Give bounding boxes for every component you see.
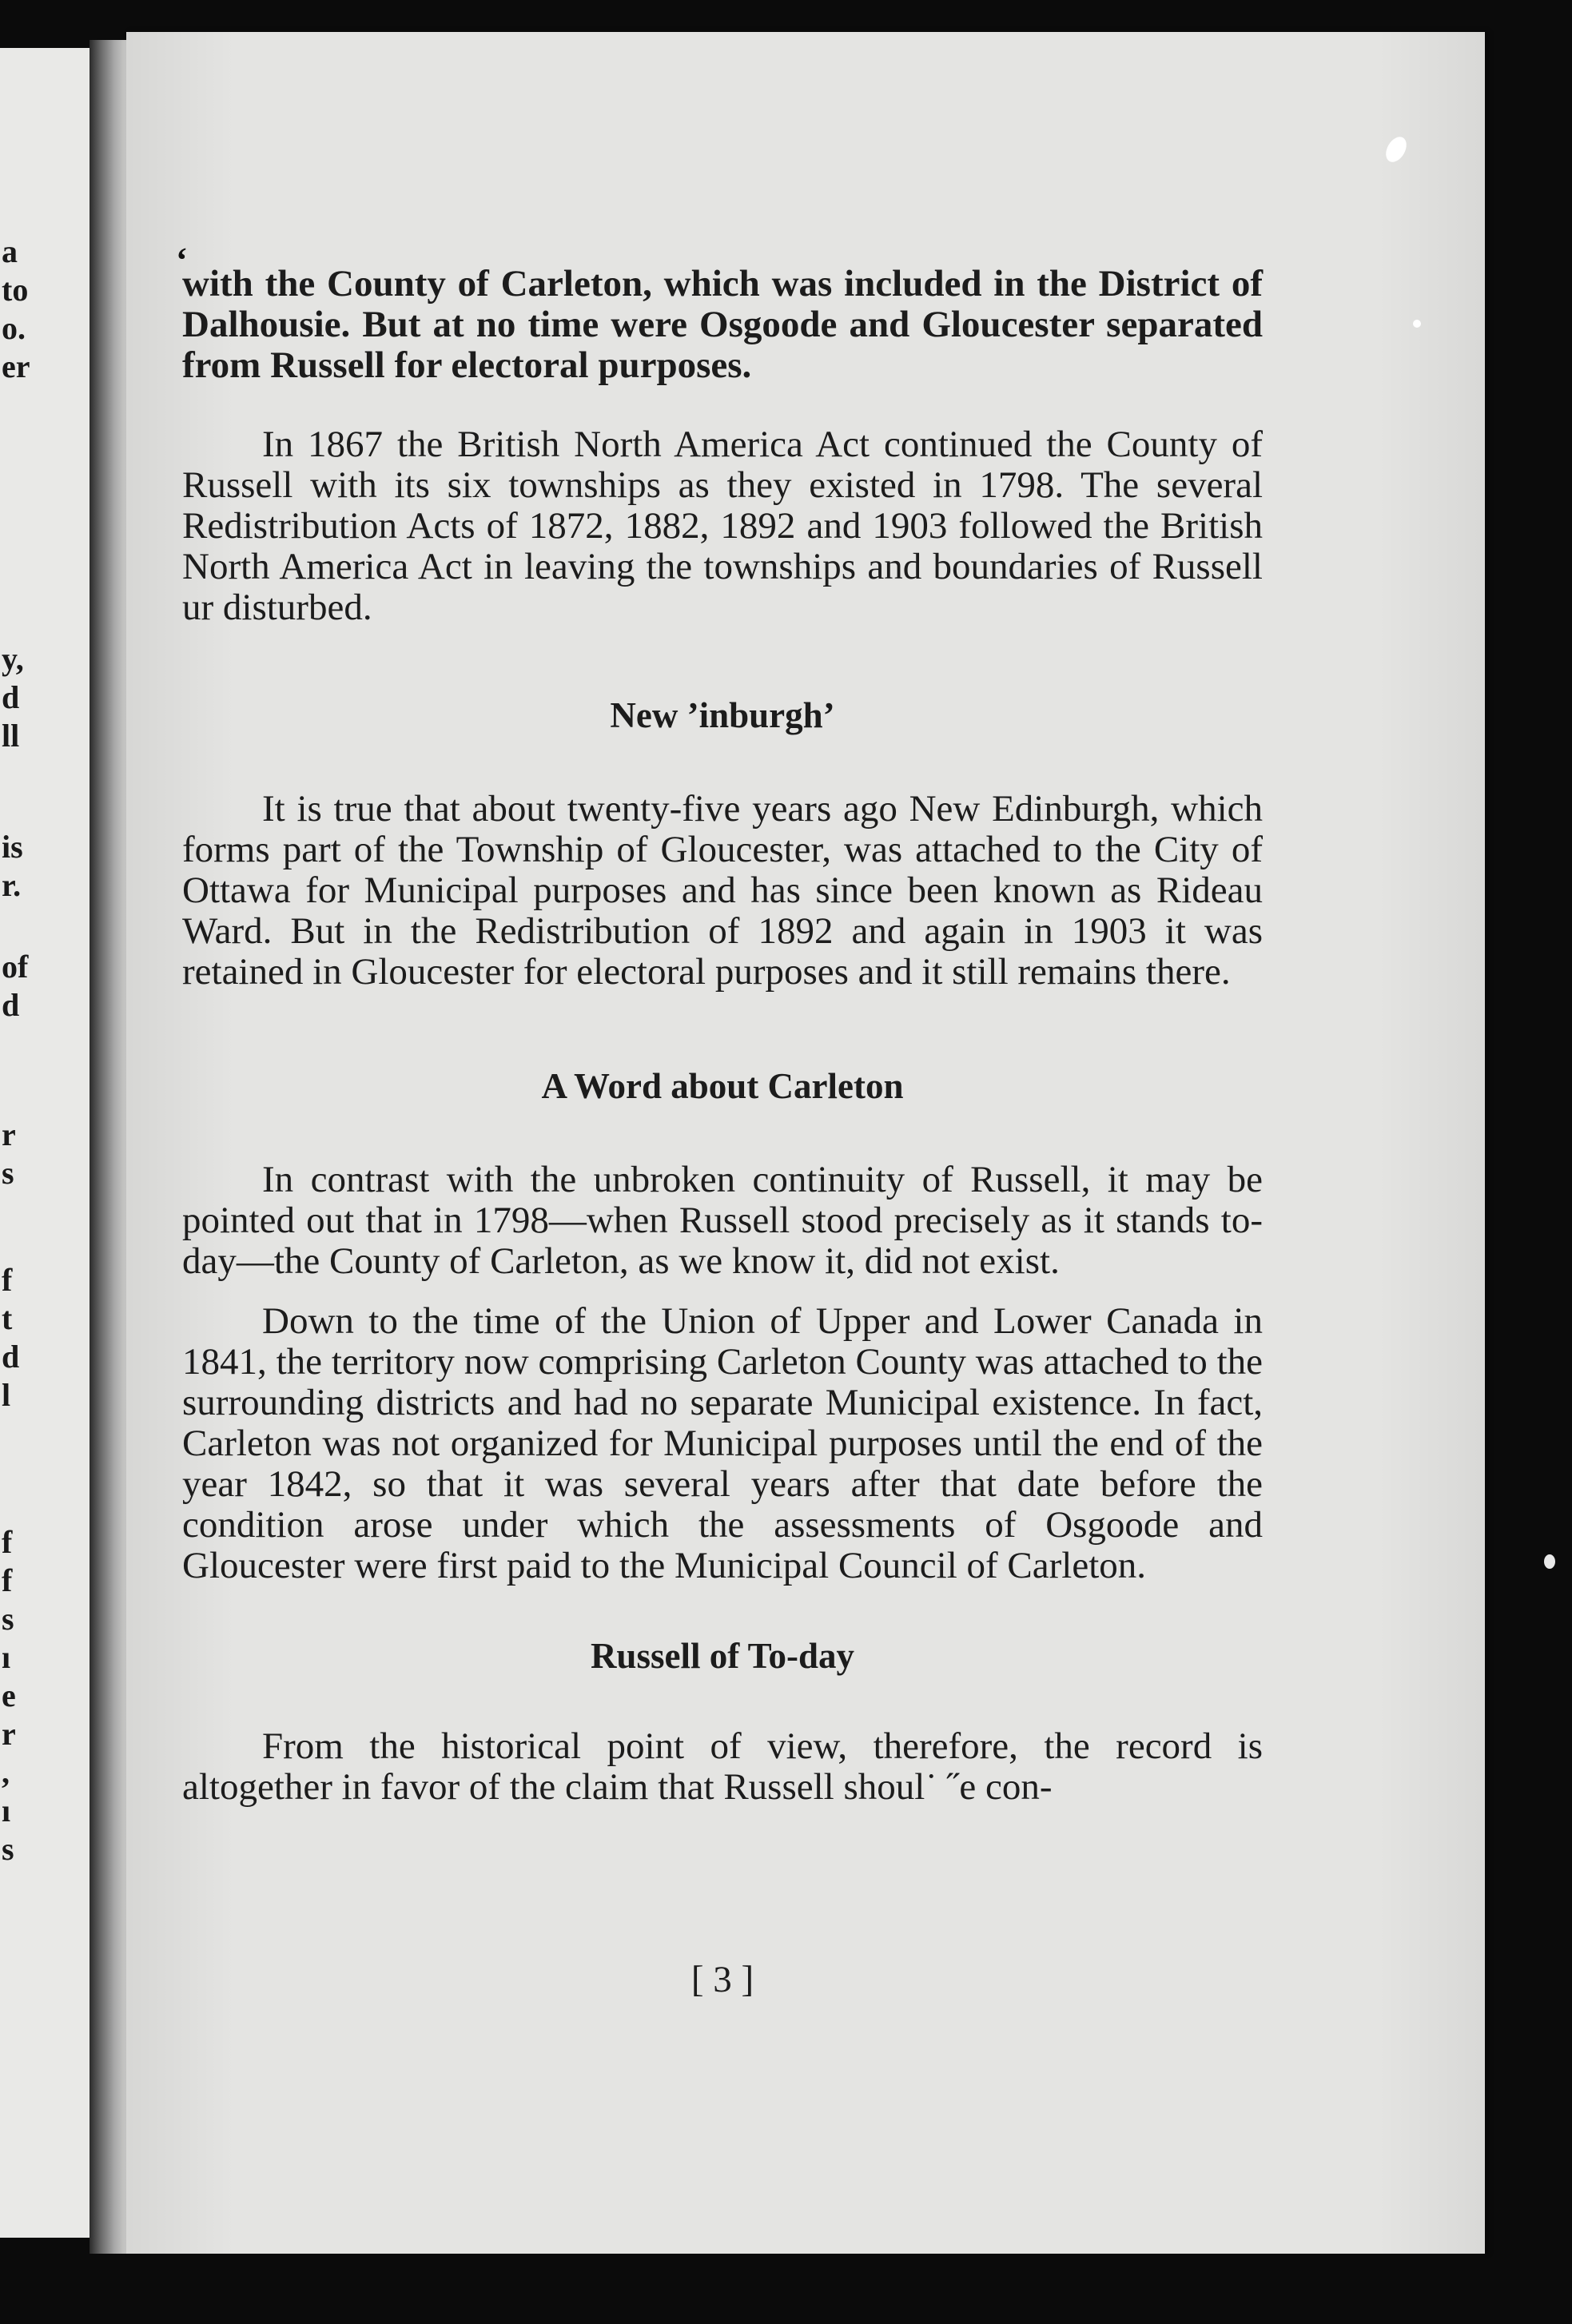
scanned-page bbox=[126, 32, 1485, 2254]
paragraph-new-edinburgh: It is true that about twenty-five years ago New Edinburgh, which forms part of the Township of Gloucester, was attached to the City of Ottawa for Municipal purposes and has since been known as Rideau Ward. But in the Redistribution of 1892 and again in 1903 it was retained in Gloucester for electoral purposes and it still remains there. bbox=[182, 788, 1263, 993]
heading-carleton: A Word about Carleton bbox=[541, 1066, 904, 1106]
scan-speck bbox=[1413, 320, 1421, 328]
margin-fragment: of bbox=[2, 949, 29, 985]
scan-speck bbox=[1382, 133, 1411, 165]
margin-fragment: y, bbox=[2, 641, 24, 677]
paragraph-carleton-union: Down to the time of the Union of Upper and Lower Canada in 1841, the territory now comprising Carleton County was attached to the surrounding districts and had no separate Municipal existence. In fact, Carleton was not organized for Municipal purposes until the end of the year 1842, so that it was several years after that date before the condition arose under which the assessments of Osgoode and Gloucester were first paid to the Municipal Council of Carleton. bbox=[182, 1300, 1263, 1586]
heading-new-edinburgh: New ’inburgh’ bbox=[610, 695, 835, 735]
left-facing-page bbox=[0, 48, 90, 2238]
binding-gutter bbox=[90, 40, 128, 2254]
page-number: [ 3 ] bbox=[690, 1959, 754, 2000]
left-page-margin-text bbox=[0, 48, 90, 2238]
margin-fragment: f bbox=[2, 1562, 13, 1598]
margin-fragment: a bbox=[2, 233, 18, 269]
margin-fragment: o. bbox=[2, 310, 26, 346]
margin-fragment: , bbox=[2, 1754, 10, 1790]
heading-russell-today: Russell of To-day bbox=[590, 1636, 855, 1676]
margin-fragment: s bbox=[2, 1155, 14, 1191]
margin-fragment: d bbox=[2, 1339, 20, 1375]
paragraph-carleton-contrast: In contrast with the unbroken continuity of Russell, it may be pointed out that in 1798—when Russell stood precisely as it stands to-day—the County of Carleton, as we know it, did not exist. bbox=[182, 1159, 1263, 1282]
margin-fragment: ll bbox=[2, 718, 20, 754]
paragraph-russell-today: From the historical point of view, therefore, the record is altogether in favor of the claim that Russell shoul˙ ˝e con- bbox=[182, 1725, 1263, 1808]
margin-fragment: l bbox=[2, 1377, 11, 1413]
stray-ink-mark: ‘ bbox=[176, 241, 188, 280]
margin-fragment: s bbox=[2, 1601, 14, 1637]
margin-fragment: ı bbox=[2, 1793, 11, 1829]
page-body bbox=[182, 264, 1263, 1808]
margin-fragment: r. bbox=[2, 867, 22, 903]
margin-fragment: f bbox=[2, 1524, 13, 1560]
margin-fragment: r bbox=[2, 1116, 16, 1152]
paragraph-bna-act: In 1867 the British North America Act continued the County of Russell with its six townships as they existed in 1798. The several Redistribution Acts of 1872, 1882, 1892 and 1903 followed the British North America Act in leaving the townships and boundaries of Russell ur disturbed. bbox=[182, 424, 1263, 628]
margin-fragment: s bbox=[2, 1831, 14, 1867]
margin-fragment: d bbox=[2, 987, 20, 1023]
margin-fragment: r bbox=[2, 1716, 16, 1752]
margin-fragment: to bbox=[2, 272, 29, 308]
margin-fragment: t bbox=[2, 1300, 13, 1336]
margin-fragment: ı bbox=[2, 1639, 11, 1675]
margin-fragment: is bbox=[2, 829, 23, 865]
margin-fragment: f bbox=[2, 1262, 13, 1298]
margin-fragment: e bbox=[2, 1677, 16, 1713]
margin-fragment: d bbox=[2, 679, 20, 715]
margin-fragment: er bbox=[2, 348, 30, 384]
paragraph-dalhousie: with the County of Carleton, which was included in the District of Dalhousie. But at no time were Osgoode and Gloucester separated from Russell for electoral purposes. bbox=[182, 263, 1263, 386]
scan-speck bbox=[1544, 1554, 1555, 1569]
